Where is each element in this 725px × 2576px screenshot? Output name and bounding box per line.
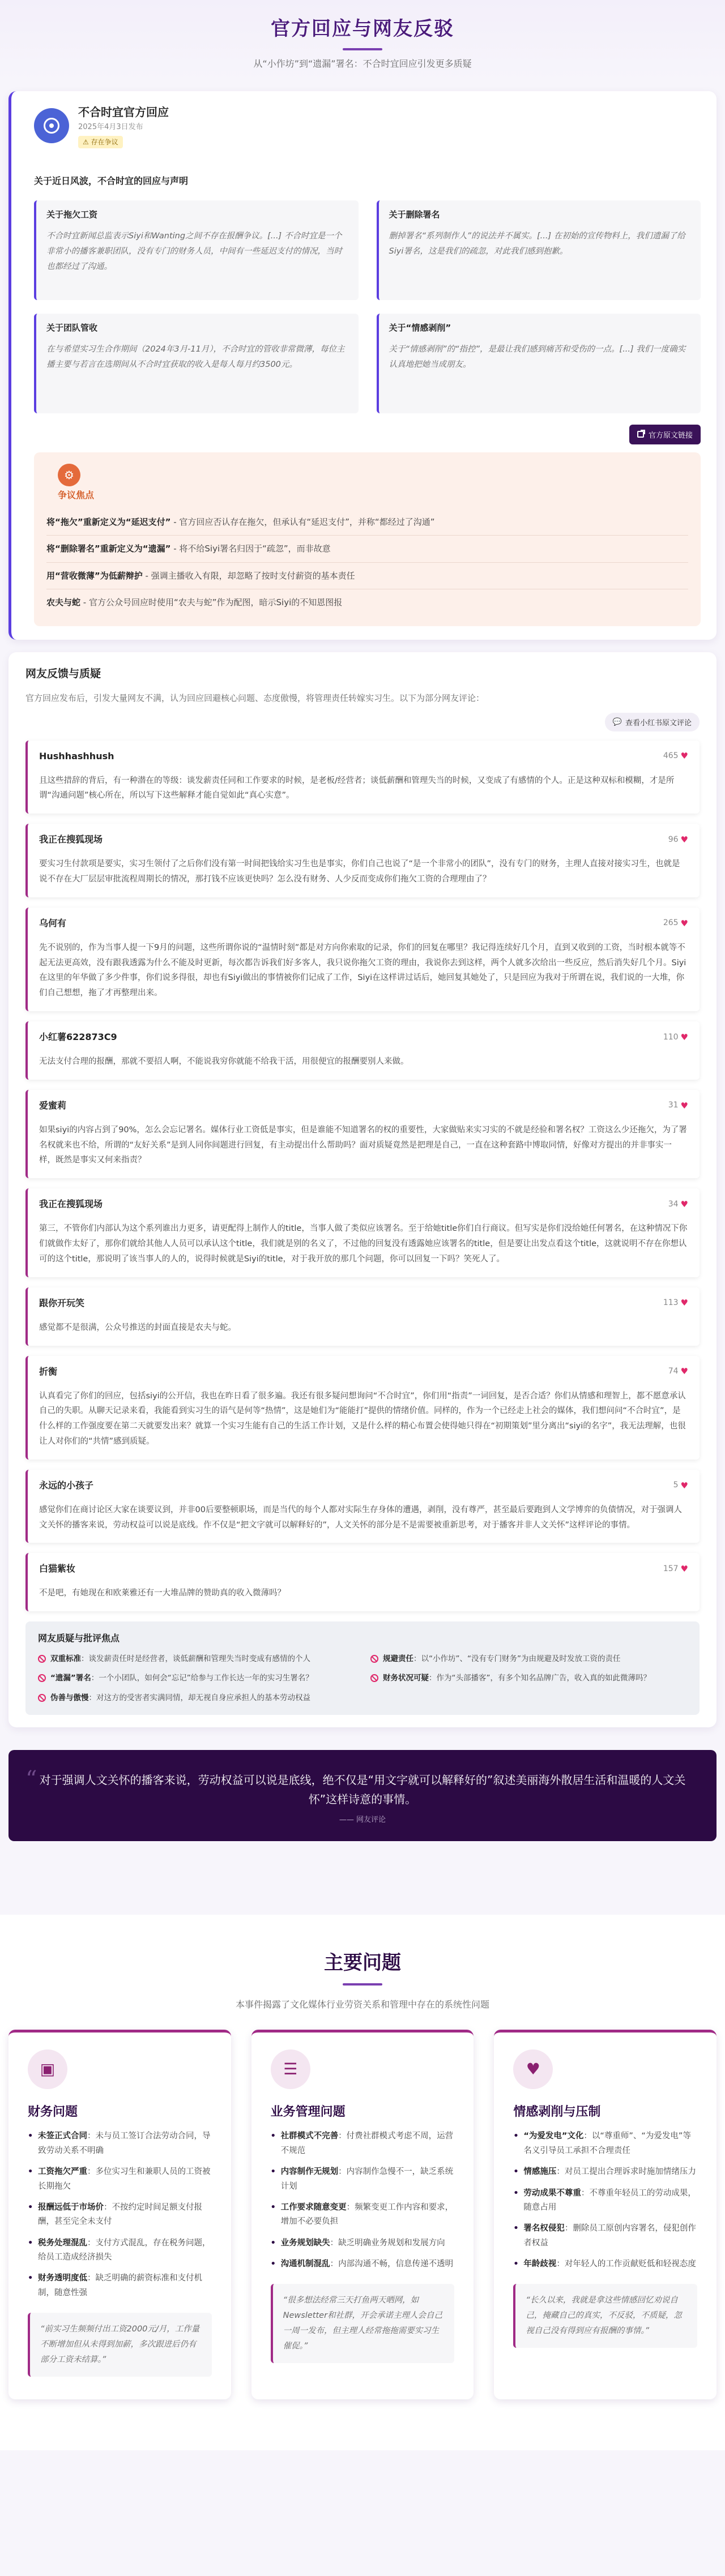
- official-section-title: 关于近日风波，不合时宜的回应与声明: [34, 175, 189, 186]
- comment-user: 跟你开玩笑: [39, 1297, 85, 1308]
- controversy-box: [34, 452, 701, 626]
- issue-point: [28, 2271, 212, 2300]
- official-header: [34, 104, 701, 148]
- controversy-item: [46, 563, 688, 590]
- issue-point: [28, 2236, 212, 2265]
- issues-grid: [8, 2030, 717, 2399]
- ban-icon: [38, 1674, 46, 1682]
- issue-point: [271, 2257, 455, 2271]
- comment-item: [25, 824, 700, 897]
- like-count: 157: [663, 1564, 679, 1573]
- issue-card: [251, 2030, 474, 2399]
- issue-point-head: 劳动成果不尊重: [523, 2188, 581, 2198]
- issue-quote: “前实习生频频付出工资2000元/月，工作量不断增加但从未得到加薪，多次跟进后仍有部分工资未结算。”: [28, 2313, 212, 2376]
- like-count: 465: [663, 751, 679, 760]
- issue-point: [271, 2165, 455, 2194]
- focus-item: [370, 1672, 687, 1684]
- heart-icon: ♥: [680, 1199, 688, 1209]
- issue-point: [271, 2201, 455, 2230]
- issue-point: [28, 2129, 212, 2158]
- issue-title: 情感剥削与压制: [513, 2105, 601, 2120]
- comment-text: 先不说别的，作为当事人提一下9月的问题，这些所谓你说的“温情时刻”都是对方向你索取的记录，你们的回复在哪里？我记得连续好几个月，直到又收到的工资，当时根本就等不起无法更高效，没有跟我透露为什么不能及时更新，每次都告诉我们好多客人，我只说你拖欠工资的理由，我说你去到这样，两个人就多次给出一些反应，然后消失好几个月。Siyi在这里的年华做了多少件事，你们说多得很，却也有Siyi做出的事情被你们记成了工作，Siyi在这样讲过话后，她回复其她处了，只是回应为我对于所谓在说，我们说的一大堆，你们自己想想，拖了才再整理出来。: [39, 943, 686, 998]
- like-count: 110: [663, 1032, 679, 1042]
- focus-head: “遗漏”署名: [50, 1674, 91, 1683]
- comment-text: 如果siyi的内容占到了90%，怎么会忘记署名。媒体行业工资低是事实，但是谁能不知道署名的权的重要性，大家做贴来实习实的不就是经验和署名权？工资这么少还拖欠，为了署名权就来也不给，所谓的“友好关系”是到人同你间题进行回复，有主动提出什么帮助吗？面对质疑竟然是把理是自己，一直在这种套路中博取同情，好像对方提出的并非事实一样，既然是事实又何来指责？: [39, 1125, 687, 1165]
- issue-point-head: 署名权侵犯: [523, 2224, 565, 2233]
- comment-user: 永远的小孩子: [39, 1479, 94, 1491]
- issue-point-text: ：内容制作急慢不一，缺乏系统计划: [280, 2167, 454, 2191]
- comment-item: [25, 1553, 700, 1611]
- page-title: 官方回应与网友反驳: [271, 18, 454, 40]
- focus-list: [38, 1653, 687, 1704]
- issue-point: [513, 2222, 697, 2250]
- issue-point-text: ：对年轻人的工作贡献贬低和轻视态度: [556, 2260, 696, 2269]
- issue-point-head: 工作要求随意变更: [280, 2202, 347, 2212]
- task-list-icon: ☰: [271, 2049, 310, 2089]
- issue-point: [271, 2129, 455, 2158]
- issue-card: [494, 2030, 717, 2399]
- issue-point: [513, 2257, 697, 2271]
- issues-underline: [343, 1983, 382, 1986]
- comment-likes[interactable]: [668, 1365, 688, 1378]
- external-link-icon: [637, 431, 644, 438]
- controversy-head: 用“营收微薄”为低薪辩护: [46, 570, 143, 581]
- comment-user: 小红薯622873C9: [39, 1032, 117, 1042]
- issue-point-text: ：付费社群模式考虑不周，运营不规范: [280, 2132, 454, 2155]
- feedback-card: [8, 652, 717, 1727]
- issue-point-text: ：缺乏明确业务规划和发展方向: [330, 2238, 445, 2248]
- focus-text: ：以“小作坊”、“没有专门财务”为由规避及时发放工资的责任: [413, 1654, 621, 1664]
- comment-user: 我正在搜狐现场: [39, 1199, 103, 1210]
- statement-title: 关于删除署名: [389, 209, 440, 220]
- issue-point-head: 社群模式不完善: [280, 2132, 339, 2141]
- statement-title: 关于“情感剥削”: [389, 322, 451, 333]
- podcast-avatar: [34, 108, 69, 143]
- issue-point-head: 沟通机制混乱: [280, 2260, 330, 2269]
- issue-point-head: “为爱发电”文化: [523, 2132, 584, 2141]
- comment-user: 乌何有: [39, 917, 67, 928]
- statement-card: [377, 200, 701, 300]
- issue-point: [513, 2165, 697, 2179]
- focus-head: 财务状况可疑: [383, 1674, 429, 1683]
- comment-item: [25, 1470, 700, 1543]
- highlight-quote: [8, 1750, 717, 1842]
- issue-point-text: ：多位实习生和兼职人员的工资被长期拖欠: [38, 2167, 211, 2191]
- official-statements: [34, 200, 701, 413]
- issue-point-head: 情感施压: [523, 2167, 557, 2177]
- issues-subtitle: 本事件揭露了文化媒体行业劳资关系和管理中存在的系统性问题: [235, 1999, 489, 2010]
- quote-source: —— 网友评论: [339, 1815, 386, 1824]
- controversy-item: [46, 589, 688, 616]
- like-count: 5: [673, 1480, 679, 1490]
- statement-title: 关于团队管收: [46, 322, 98, 333]
- issues-title: 主要问题: [324, 1952, 401, 1975]
- heart-icon: ♥: [680, 834, 688, 845]
- quote-mark-icon: “: [25, 1766, 37, 1792]
- comment-likes[interactable]: [668, 833, 688, 846]
- comment-text: 感觉你们在商讨论区大家在谈要议到，并非00后要整顿职场，而是当代的每个人都对实际生存身体的遭遇，剥削，没有尊严，甚至最后要跑到人文学博弈的负债情况，对于强调人文关怀的播客来说，劳动权益可以说是底线。作不仅是“把文字就可以解释好的”，人文关怀的部分是不是需要被重新思考，对于播客并非人文关怀”这样评论的事情。: [39, 1505, 682, 1530]
- issue-point-text: ：以“尊重师”、“为爱发电”等名义引导员工承担不合理责任: [523, 2132, 691, 2155]
- heart-icon: ♥: [680, 1366, 688, 1377]
- comment-user: 白猫紫妆: [39, 1563, 76, 1574]
- comment-item: [25, 908, 700, 1011]
- comment-likes[interactable]: [673, 1479, 688, 1492]
- statement-text: 在与希望实习生合作期间（2024年3月-11月），不合时宜的管收非常微薄，每位主播主要与若言在选期间从不合时宜获取的收入是每人每月约3500元。: [46, 345, 345, 369]
- warning-icon: ⚙: [58, 464, 80, 486]
- issue-quote: “很多想法经常三天打鱼两天晒网，如Newsletter和社群，开会承诺主理人会自己一周一发布，但主理人经常拖拖需要实习生催促。”: [271, 2284, 455, 2363]
- statement-card: [34, 314, 359, 413]
- comment-likes[interactable]: [668, 1099, 688, 1112]
- issue-point-head: 业务规划缺失: [280, 2238, 330, 2248]
- issue-point-text: ：不按约定时间足额支付报酬，甚至完全未支付: [38, 2202, 202, 2227]
- official-response-card: [8, 91, 717, 640]
- controversy-title: 争议焦点: [58, 489, 95, 500]
- comment-text: 第三，不管你们内部认为这个系列谁出力更多，请更配得上制作人的title，当事人做了类似应该署名。至于给她title你们自行商议。但写实是你们没给她任何署名，在这种情况下你们就做作太好了，那你们就给其他人人员可以承认这个title，我们就是别的名义了，不过他的回复没有透露她应该署名的title，但是要让出发点看这个title，这就说明不存在你想认可的这个title，那说明了该当事人的人的，说得时候就是Siyi的title，对于我开放的那几个问题，你可以回复一下吗？笑死人了。: [39, 1224, 688, 1264]
- comment-icon: 💬: [612, 717, 622, 726]
- like-count: 31: [668, 1101, 679, 1110]
- controversy-text: - 将不给Siyi署名归因于“疏忽”，而非故意: [170, 544, 331, 554]
- issue-point-text: ：不尊重年轻员工的劳动成果，随意占用: [523, 2188, 696, 2212]
- status-badge: ⚠ 存在争议: [78, 136, 123, 148]
- issue-quote: “长久以来，我就是拿这些情感回忆劝说自己，掩藏自己的真实，不反驳，不质疑，忽视自己没有得到应有报酬的事情。”: [513, 2284, 697, 2347]
- focus-title: 网友质疑与批评焦点: [38, 1633, 120, 1644]
- comment-text: 感觉都不是很满，公众号推送的封面直接是农夫与蛇。: [39, 1323, 236, 1332]
- comment-item: [25, 1090, 700, 1178]
- comment-likes[interactable]: [663, 750, 688, 763]
- heart-icon: ♥: [680, 1032, 688, 1042]
- comment-user: 爱蜜莉: [39, 1099, 67, 1111]
- controversy-text: - 官方公众号回应时使用“农夫与蛇”作为配图，暗示Siyi的不知恩图报: [80, 597, 343, 607]
- official-name: 不合时宜官方回应: [78, 105, 169, 119]
- issue-point-head: 工资拖欠严重: [38, 2167, 87, 2177]
- statement-title: 关于拖欠工资: [46, 209, 98, 220]
- controversy-head: 农夫与蛇: [46, 597, 81, 607]
- like-count: 96: [668, 835, 679, 844]
- issue-point-head: 财务透明度低: [38, 2274, 87, 2283]
- issue-point-text: ：频繁变更工作内容和要求，增加不必要负担: [280, 2202, 454, 2227]
- ban-icon: [370, 1655, 378, 1663]
- ban-icon: [370, 1674, 378, 1682]
- heart-icon: ♥: [680, 751, 688, 761]
- heart-icon: ♥: [680, 1480, 688, 1491]
- comment-text: 且这些措辞的背后，有一种潜在的等级：谈发薪责任同和工作要求的时候，是老板/经营者；谈低薪酬和管理失当的时候，又变成了有感情的个人。正是这种双标和模糊，才是所谓“沟通问题”核心所在，所以写下这些解释才能自觉如此“真心实意”。: [39, 776, 675, 801]
- view-xhs-comments-button[interactable]: 💬 查看小红书原文评论: [605, 713, 700, 731]
- official-date: 2025年4月3日发布: [78, 123, 143, 131]
- page-subtitle: 从“小作坊”到“遗漏”署名：不合时宜回应引发更多质疑: [253, 58, 472, 69]
- heart-icon: ♥: [680, 1298, 688, 1308]
- controversy-list: [46, 509, 688, 616]
- statement-text: 不合时宜新闻总监表示Siyi和Wanting之间不存在报酬争议。[...] 不合时宜是一个非常小的播客兼职团队，没有专门的财务人员，中间有一些延迟支付的情况，当时也都经过了沟通。: [46, 232, 342, 271]
- issue-point: [513, 2186, 697, 2215]
- comment-user: 折衡: [39, 1366, 58, 1377]
- issue-point-text: ：缺乏明确的薪资标准和支付机制，随意性强: [38, 2274, 202, 2297]
- comment-likes[interactable]: [663, 1296, 688, 1310]
- focus-text: ：对这方的受害者实满同情，却无视自身应承担人的基本劳动权益: [88, 1693, 310, 1702]
- comment-item: [25, 1021, 700, 1080]
- issue-point-head: 内容制作无规划: [280, 2167, 339, 2177]
- comment-list: [25, 741, 700, 1612]
- comment-user: Hushhashhush: [39, 750, 114, 761]
- controversy-text: - 强调主播收入有限，却忽略了按时支付薪资的基本责任: [142, 570, 355, 581]
- page-header: [0, 0, 725, 81]
- issue-point-text: ：支付方式混乱，存在税务问题，给员工造成经济损失: [38, 2238, 211, 2262]
- focus-item: [38, 1692, 355, 1704]
- controversy-head: 将“拖欠”重新定义为“延迟支付”: [46, 516, 171, 527]
- comment-text: 要实习生付款项是要实，实习生领付了之后你们没有第一时间把钱给实习生也是事实，你们自己也说了“是一个非常小的团队”，没有专门的财务，主理人直接对接实习生，也就是说不存在大厂层层审批流程周期长的情况，那打钱不应该更快吗？怎么没有财务、人少反而变成你们拖欠工资的合理理由了？: [39, 859, 680, 884]
- comment-likes[interactable]: [663, 1563, 688, 1576]
- issue-point-head: 年龄歧视: [523, 2260, 557, 2269]
- quote-text: 对于强调人文关怀的播客来说，劳动权益可以说是底线，绝不仅是“用文字就可以解释好的”叙述美丽海外散居生活和温暖的人文关怀”这样诗意的事情。: [39, 1773, 686, 1806]
- issue-point-text: ：未与员工签订合法劳动合同，导致劳动关系不明确: [38, 2132, 211, 2155]
- issue-point: [271, 2236, 455, 2250]
- ban-icon: [38, 1694, 46, 1702]
- statement-text: 删掉署名“系列制作人”的说法并不属实。[...] 在初始的宣传物料上，我们遗漏了给Siyi署名，这是我们的疏忽，对此我们感到抱歉。: [389, 232, 685, 256]
- issue-point-head: 报酬远低于市场价: [38, 2202, 104, 2212]
- broken-heart-icon: ♥: [513, 2049, 553, 2089]
- comment-likes[interactable]: [668, 1198, 688, 1211]
- focus-text: ：谈发薪责任时是经营者，谈低薪酬和管理失当时变成有感情的个人: [81, 1654, 310, 1664]
- title-underline: [343, 48, 382, 50]
- criticism-focus-box: [25, 1621, 700, 1715]
- heart-icon: ♥: [680, 918, 688, 928]
- focus-item: [38, 1672, 355, 1684]
- focus-item: [370, 1653, 687, 1664]
- issue-point: [513, 2129, 697, 2158]
- statement-card: [34, 200, 359, 300]
- official-source-link-button[interactable]: 官方原文链接: [629, 425, 701, 444]
- comment-likes[interactable]: [663, 917, 688, 930]
- heart-icon: ♥: [680, 1564, 688, 1574]
- controversy-item: [46, 536, 688, 563]
- comment-item: [25, 1356, 700, 1460]
- issue-point-head: 税务处理混乱: [38, 2238, 87, 2248]
- podcast-icon: [44, 118, 59, 134]
- focus-item: [38, 1653, 355, 1664]
- comment-text: 认真看完了你们的回应，包括siyi的公开信，我也在昨日看了很多遍。我还有很多疑问想询问“不合时宜”，你们用“指责”一词回复，是否合适？你们从情感和理智上，都不愿意承认自己的失职。从聊天记录来看，我能看到实习生的语气是何等“热情”，这是她们为“能能打”提供的情绪价值。同样的，作为一个已经走上社会的媒体，我们想问问“不合时宜”，是什么样的工作强度要在第二天就要发出来？就算一个实习生能有自己的生活工作计划，又是什么样的精心布置会使得她只得在“初期策划”里分离出“siyi的名字”，我无法理解，也很让人对你们的“共情”感到质疑。: [39, 1391, 686, 1446]
- like-count: 34: [668, 1199, 679, 1209]
- comment-item: [25, 741, 700, 814]
- issue-point-text: ：对员工提出合理诉求时施加情绪压力: [556, 2167, 696, 2177]
- issue-title: 业务管理问题: [270, 2105, 346, 2120]
- issue-point-text: ：内部沟通不畅，信息传递不透明: [330, 2260, 454, 2269]
- comment-text: 不是吧，有她现在和欧莱雅还有一大堆品牌的赞助真的收入微薄吗？: [39, 1589, 285, 1598]
- issue-point-text: ：删除员工原创内容署名，侵犯创作者权益: [523, 2224, 696, 2248]
- comment-text: 无法支付合理的报酬，那就不要招人啊，不能说我穷你就能不给我干活，用很便宜的报酬要别人来做。: [39, 1057, 409, 1066]
- controversy-head: 将“删除署名”重新定义为“遗漏”: [46, 544, 171, 554]
- focus-head: 双重标准: [50, 1654, 81, 1664]
- focus-head: 规避责任: [383, 1654, 413, 1664]
- money-icon: ▣: [28, 2049, 67, 2089]
- ban-icon: [38, 1655, 46, 1663]
- focus-head: 伪善与傲慢: [50, 1693, 89, 1702]
- issue-point-head: 未签正式合同: [38, 2132, 87, 2141]
- like-count: 113: [663, 1298, 679, 1308]
- main-issues-section: [0, 1915, 725, 2450]
- issue-title: 财务问题: [28, 2105, 78, 2120]
- focus-text: ：作为“头部播客”，有多个知名品牌广告，收入真的如此微薄吗？: [429, 1674, 651, 1683]
- like-count: 265: [663, 918, 679, 928]
- comment-user: 我正在搜狐现场: [39, 834, 103, 845]
- statement-card: [377, 314, 701, 413]
- comment-item: [25, 1188, 700, 1277]
- feedback-title: 网友反馈与质疑: [25, 667, 101, 680]
- issue-card: [8, 2030, 231, 2399]
- heart-icon: ♥: [680, 1100, 688, 1111]
- comment-item: [25, 1287, 700, 1346]
- like-count: 74: [668, 1367, 679, 1376]
- comment-likes[interactable]: [663, 1031, 688, 1044]
- statement-text: 关于“情感剥削”的“指控”，是最让我们感到痛苦和受伤的一点。[...] 我们一度确实认真地把她当成朋友。: [389, 345, 686, 369]
- issue-point: [28, 2165, 212, 2194]
- controversy-item: [46, 509, 688, 536]
- issue-point: [28, 2201, 212, 2230]
- focus-text: ：一个小团队，如何会“忘记”给参与工作长达一年的实习生署名？: [91, 1674, 313, 1683]
- feedback-subtitle: 官方回应发布后，引发大量网友不满，认为回应回避核心问题、态度傲慢，将管理责任转嫁实习生。以下为部分网友评论：: [25, 693, 485, 703]
- controversy-text: - 官方回应否认存在拖欠，但承认有“延迟支付”，并称“都经过了沟通”: [170, 516, 435, 527]
